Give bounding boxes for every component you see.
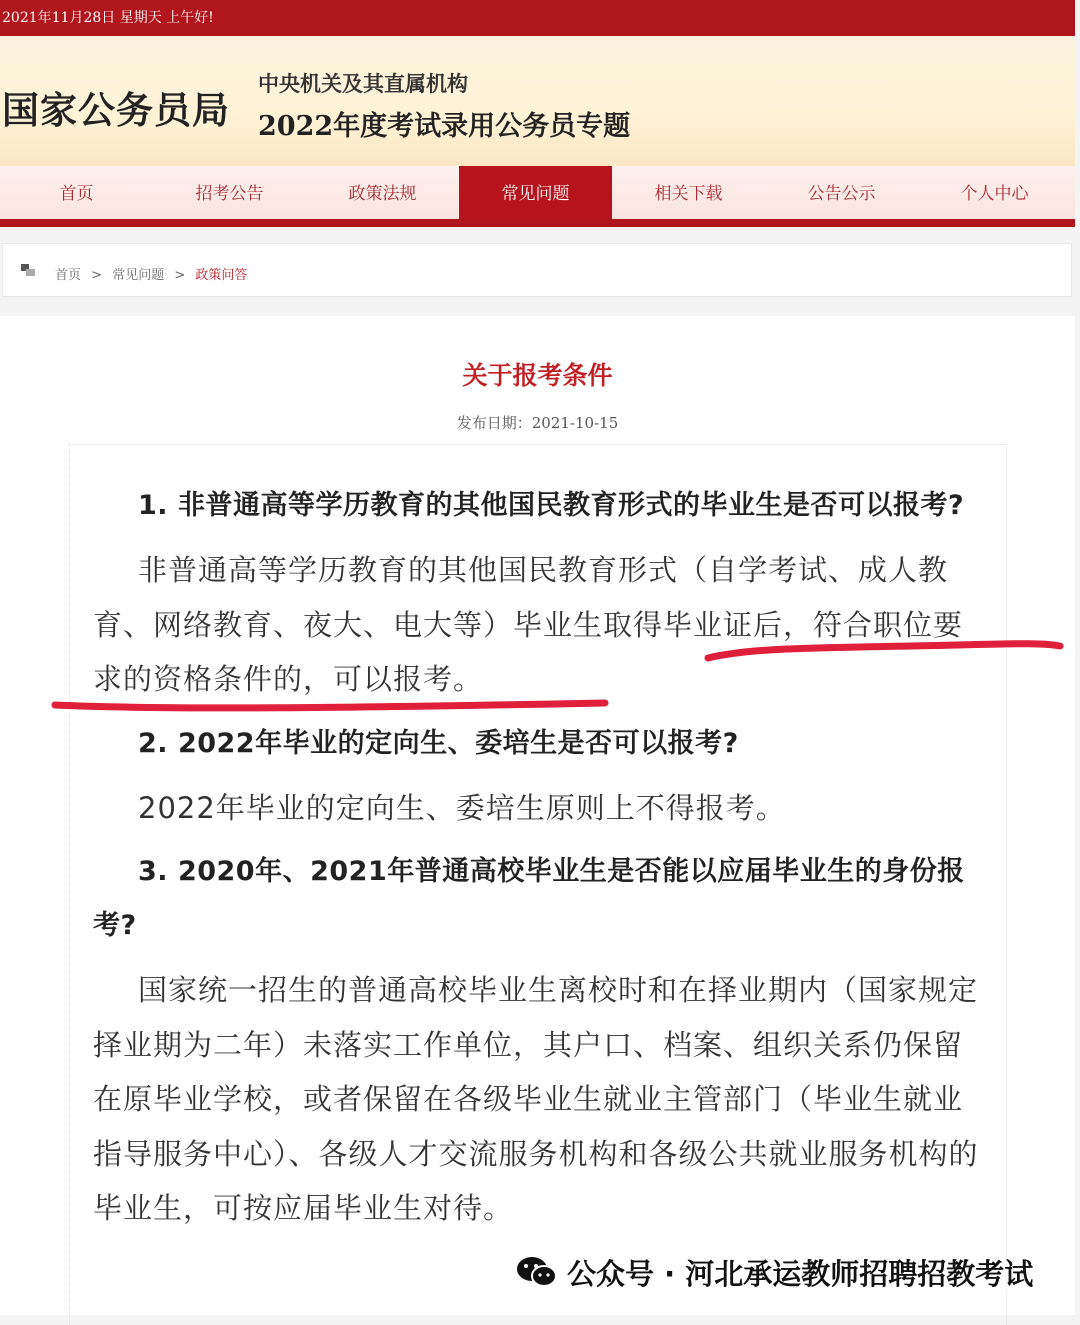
site-banner: [0, 36, 1075, 166]
main-nav: [0, 166, 1075, 219]
publish-date: 发布日期：2021-10-15: [456, 414, 619, 432]
location-icon: [21, 264, 35, 276]
highlight-underline: [50, 630, 1070, 720]
question-2: 2. 2022年毕业的定向生、委培生是否可以报考?: [138, 727, 739, 759]
site-title[interactable]: 国家公务员局: [2, 89, 230, 132]
nav-item-recruitment-notices[interactable]: 招考公告: [195, 184, 264, 204]
nav-item-policies[interactable]: 政策法规: [348, 184, 417, 204]
date-strip: [0, 0, 1075, 36]
nav-underline: [0, 219, 1075, 227]
banner-subtitle-2: 2022年度考试录用公务员专题: [258, 111, 631, 142]
answer-2: 2022年毕业的定向生、委培生原则上不得报考。: [138, 790, 786, 825]
breadcrumb-separator: >: [91, 268, 103, 283]
question-3: 3. 2020年、2021年普通高校毕业生是否能以应届毕业生的身份报考?: [93, 856, 965, 941]
wechat-icon: [515, 1254, 559, 1290]
nav-item-announcements[interactable]: 公告公示: [807, 184, 876, 204]
breadcrumb-separator: >: [174, 268, 186, 283]
breadcrumb-home[interactable]: 首页: [55, 268, 82, 283]
answer-1: 非普通高等学历教育的其他国民教育形式（自学考试、成人教育、网络教育、夜大、电大等）毕业生取得毕业证后，符合职位要求的资格条件的，可以报考。: [93, 553, 964, 696]
nav-item-personal-center[interactable]: 个人中心: [960, 184, 1029, 204]
watermark-text: 公众号 · 河北承运教师招聘招教考试: [567, 1256, 1034, 1291]
watermark: [515, 1250, 1033, 1294]
question-1: 1. 非普通高等学历教育的其他国民教育形式的毕业生是否可以报考?: [138, 490, 965, 521]
breadcrumb-faq[interactable]: 常见问题: [112, 268, 165, 283]
date-text: 2021年11月28日 星期天 上午好!: [2, 10, 214, 26]
banner-subtitle-1: 中央机关及其直属机构: [258, 72, 468, 96]
nav-item-faq[interactable]: 常见问题: [459, 166, 612, 219]
article-title: 关于报考条件: [462, 361, 613, 390]
article-body: [93, 479, 983, 1236]
answer-3: 国家统一招生的普通高校毕业生离校时和在择业期内（国家规定择业期为二年）未落实工作单位，其户口、档案、组织关系仍保留在原毕业学校，或者保留在各级毕业生就业主管部门（毕业生就业指导服务中心）、各级人才交流服务机构和各级公共就业服务机构的毕业生，可按应届毕业生对待。: [93, 973, 979, 1225]
nav-item-downloads[interactable]: 相关下载: [654, 184, 723, 204]
breadcrumb: [2, 243, 1072, 297]
breadcrumb-current[interactable]: 政策问答: [195, 268, 248, 283]
nav-item-home[interactable]: 首页: [59, 184, 94, 204]
